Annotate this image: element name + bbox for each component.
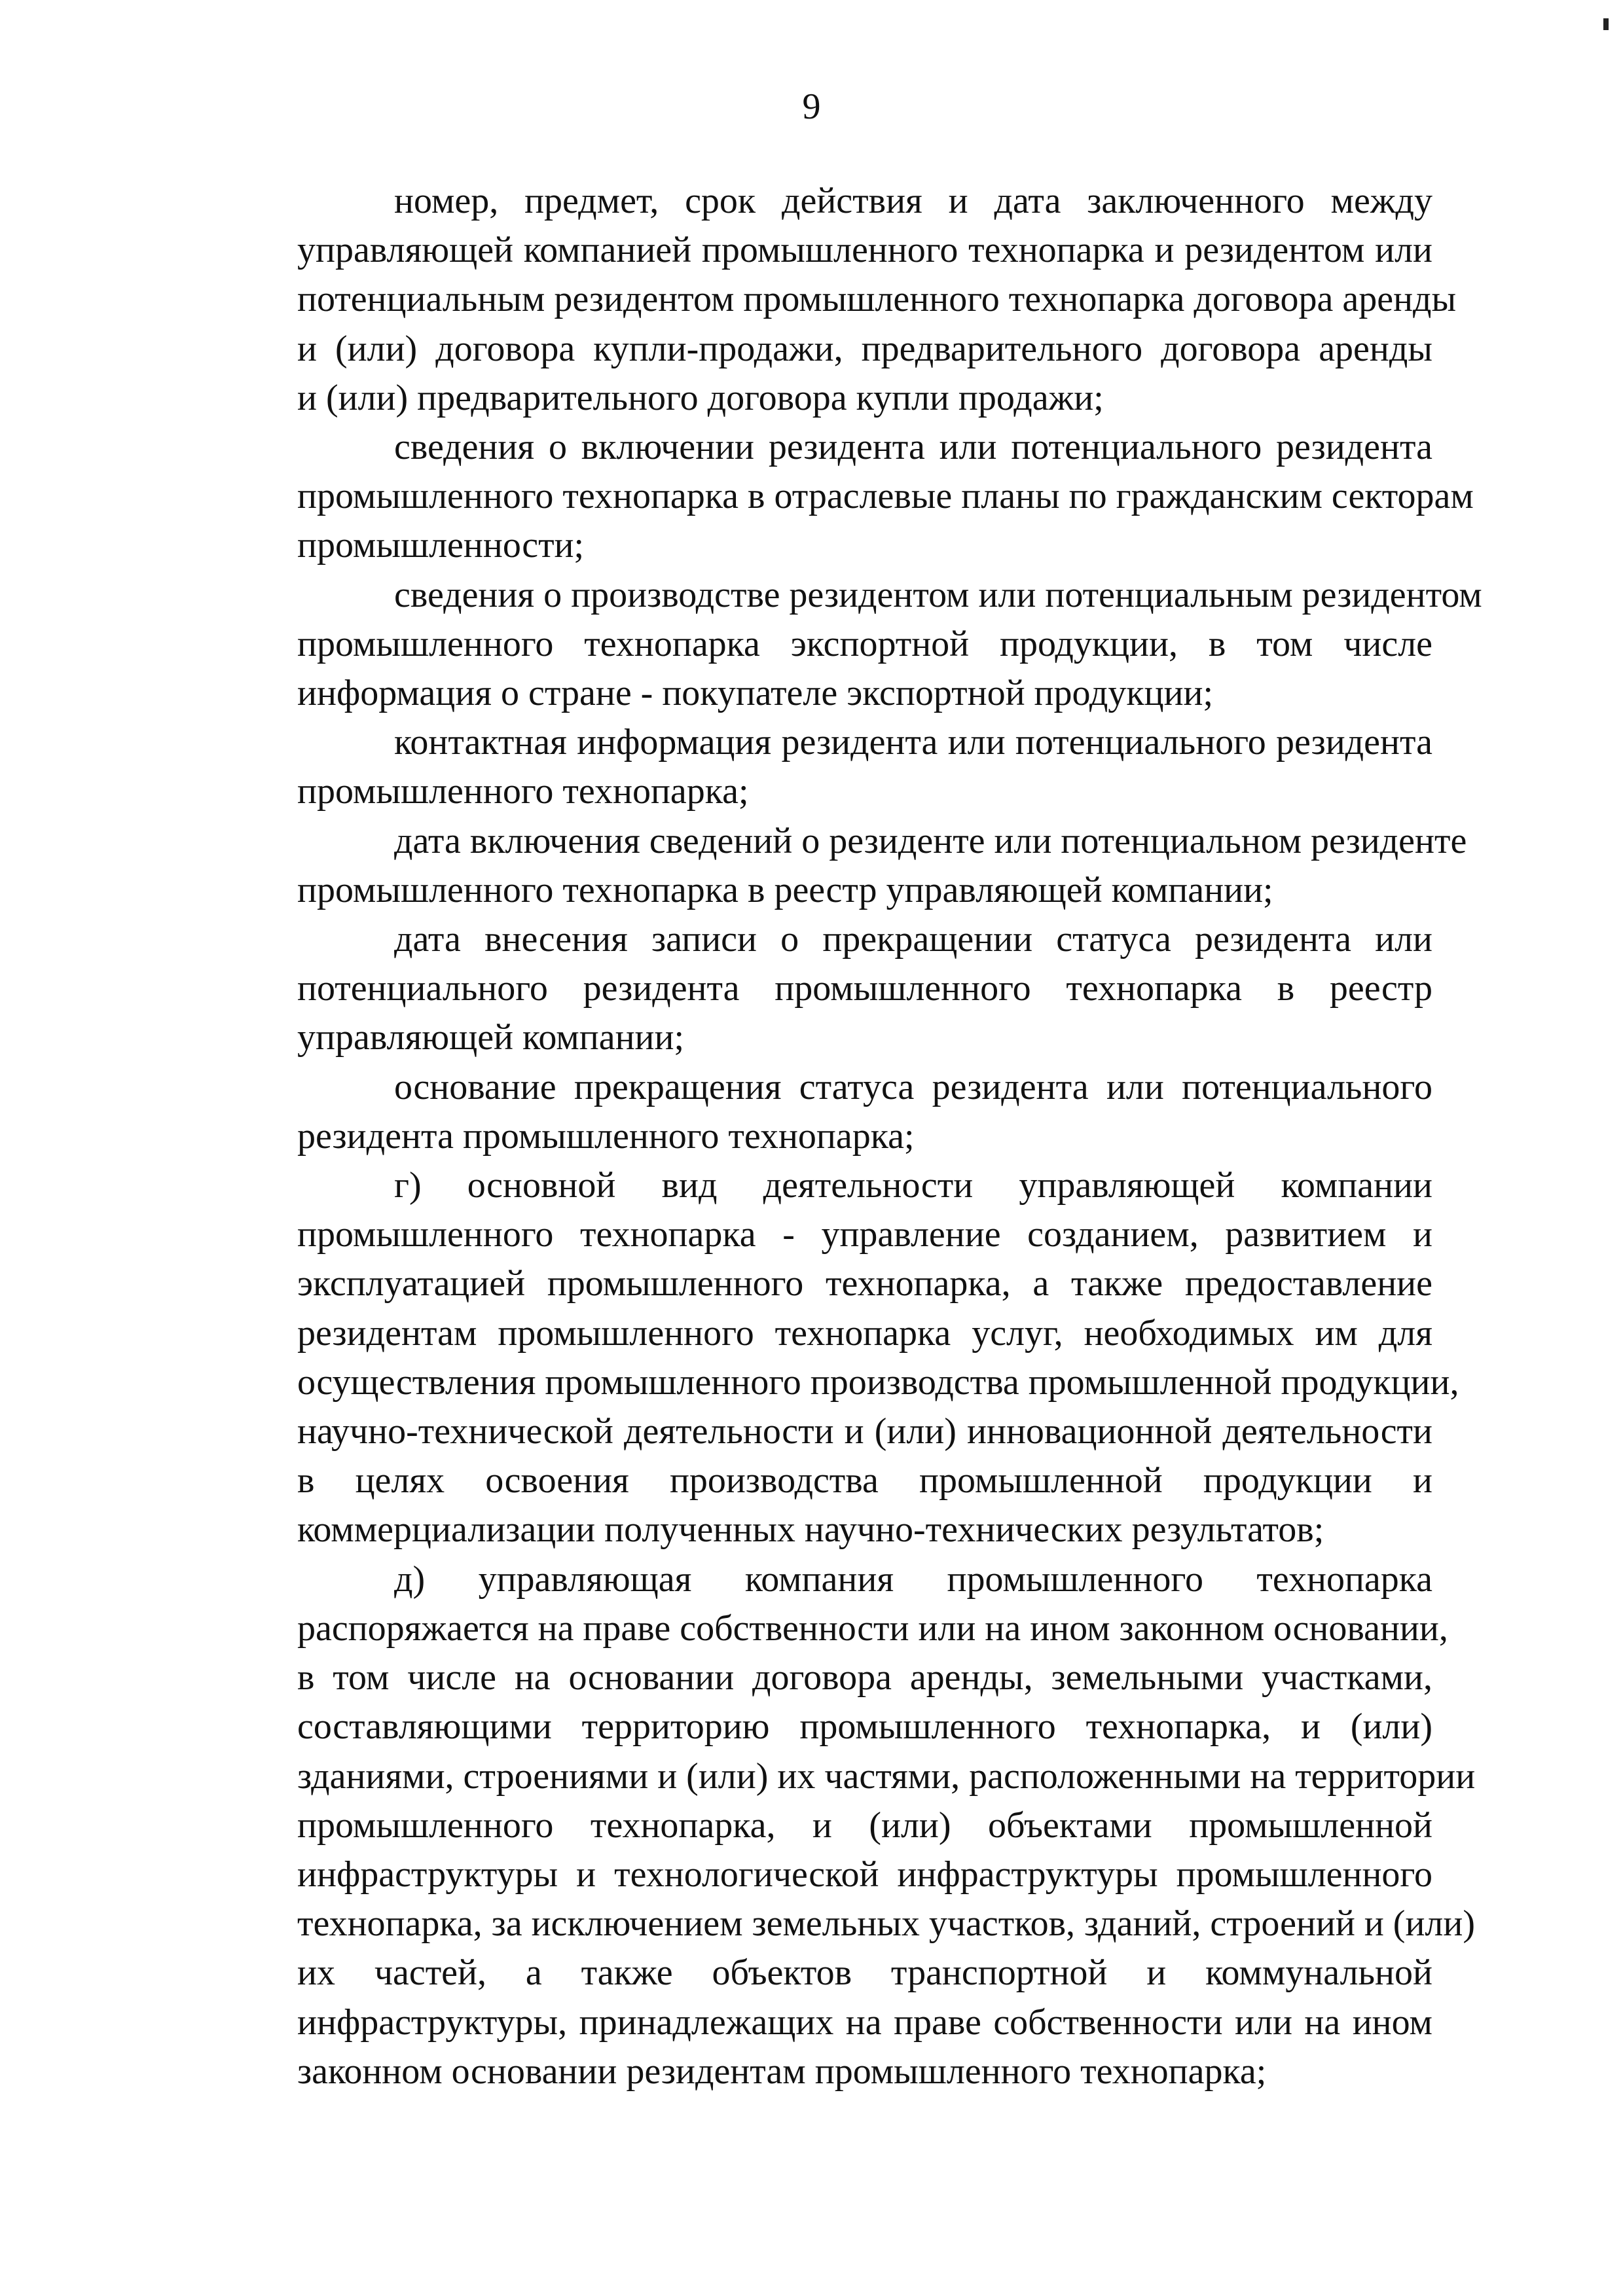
text-line: инфраструктуры, принадлежащих на праве собственности или на ином xyxy=(297,2001,1432,2043)
text-line: промышленности; xyxy=(297,525,585,566)
paragraph-registry-date xyxy=(200,817,1467,915)
text-line: их частей, а также объектов транспортной и коммунальной xyxy=(297,1952,1432,1994)
text-line: номер, предмет, срок действия и дата заключенного между xyxy=(394,181,1432,221)
text-line: сведения о производстве резидентом или потенциальным резидентом xyxy=(394,574,1482,615)
text-line: научно-технической деятельности и (или) инновационной деятельности xyxy=(297,1411,1432,1452)
text-line: промышленного технопарка в отраслевые планы по гражданским секторам xyxy=(297,476,1474,517)
text-line: контактная информация резидента или потенциального резидента xyxy=(394,722,1432,763)
text-line: дата включения сведений о резиденте или потенциальном резиденте xyxy=(394,820,1467,861)
text-line: эксплуатацией промышленного технопарка, а также предоставление xyxy=(297,1263,1432,1304)
text-line: осуществления промышленного производства промышленной продукции, xyxy=(297,1361,1459,1403)
paragraph-export-production xyxy=(200,571,1482,719)
text-line: инфраструктуры и технологической инфраструктуры промышленного xyxy=(297,1854,1432,1895)
text-line: законном основании резидентам промышленного технопарка; xyxy=(297,2051,1267,2092)
paragraph-sector-plans xyxy=(200,423,1474,571)
text-line: промышленного технопарка; xyxy=(297,771,749,812)
page-number: 9 xyxy=(802,86,821,127)
text-line: потенциальным резидентом промышленного технопарка договора аренды xyxy=(297,279,1457,320)
paragraph-termination-record xyxy=(200,915,1432,1063)
text-line: составляющими территорию промышленного технопарка, и (или) xyxy=(297,1706,1432,1748)
text-line: промышленного технопарка экспортной продукции, в том числе xyxy=(297,623,1432,664)
text-line: потенциального резидента промышленного технопарка в реестр xyxy=(297,968,1432,1009)
text-line: в том числе на основании договора аренды, земельными участками, xyxy=(297,1657,1432,1698)
paragraph-termination-basis xyxy=(200,1063,1432,1161)
text-line: резидента промышленного технопарка; xyxy=(297,1115,915,1157)
text-line: управляющей компанией промышленного технопарка и резидентом или xyxy=(297,230,1432,271)
paragraph-item-g xyxy=(200,1161,1459,1555)
document-body xyxy=(200,177,1482,2096)
text-line: д) управляющая компания промышленного технопарка xyxy=(394,1558,1432,1600)
text-line: дата внесения записи о прекращении статуса резидента или xyxy=(394,919,1432,960)
text-line: управляющей компании; xyxy=(297,1017,685,1058)
text-line: г) основной вид деятельности управляющей компании xyxy=(394,1165,1432,1206)
text-line: резидентам промышленного технопарка услуг, необходимых им для xyxy=(297,1312,1432,1354)
text-line: и (или) договора купли-продажи, предварительного договора аренды xyxy=(297,328,1432,369)
paragraph-contact-info xyxy=(200,718,1432,816)
text-line: и (или) предварительного договора купли продажи; xyxy=(297,377,1104,418)
text-line: распоряжается на праве собственности или на ином законном основании, xyxy=(297,1607,1448,1649)
text-line: промышленного технопарка, и (или) объектами промышленной xyxy=(297,1804,1432,1846)
text-line: сведения о включении резидента или потенциального резидента xyxy=(394,427,1432,468)
text-line: информация о стране - покупателе экспортной продукции; xyxy=(297,673,1214,714)
text-line: основание прекращения статуса резидента или потенциального xyxy=(394,1066,1432,1107)
paragraph-item-d xyxy=(200,1555,1476,2096)
text-line: в целях освоения производства промышленной продукции и xyxy=(297,1460,1432,1501)
text-line: промышленного технопарка в реестр управляющей компании; xyxy=(297,869,1273,910)
text-line: технопарка, за исключением земельных участков, зданий, строений и (или) xyxy=(297,1903,1475,1945)
text-line: коммерциализации полученных научно-технических результатов; xyxy=(297,1509,1324,1551)
paragraph-contract-info xyxy=(200,177,1457,423)
scan-corner-mark xyxy=(1603,18,1609,30)
text-line: зданиями, строениями и (или) их частями, расположенными на территории xyxy=(297,1755,1476,1797)
text-line: промышленного технопарка - управление созданием, развитием и xyxy=(297,1214,1432,1255)
